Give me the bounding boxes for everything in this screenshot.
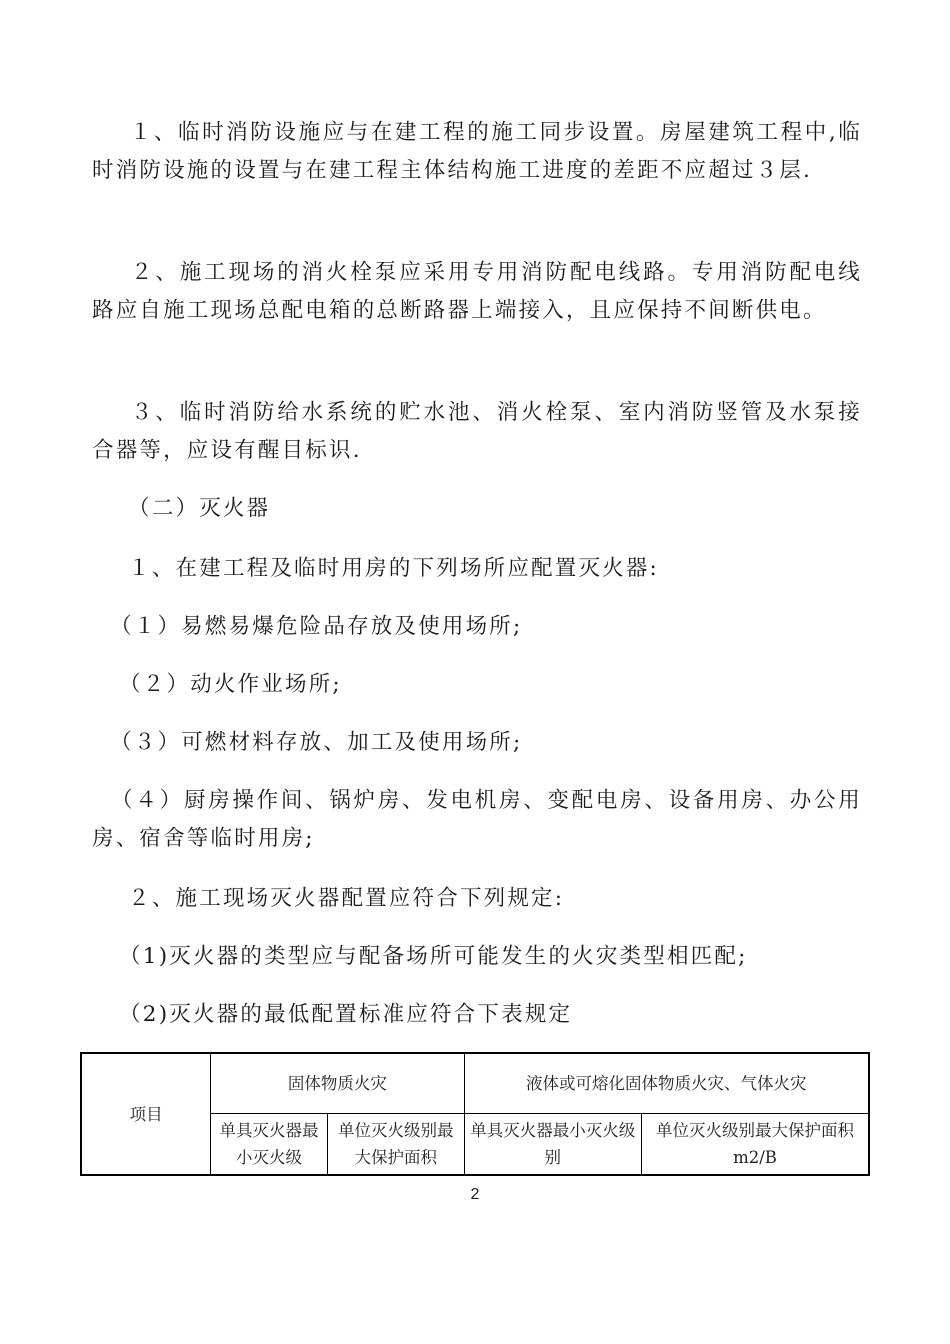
list-item-4: （４）厨房操作间、锅炉房、发电机房、变配电房、设备用房、办公用房、宿舍等临时用房; xyxy=(92,788,862,851)
table-header-max-area-solid: 单位灭火级别最大保护面积 xyxy=(327,1113,464,1175)
paragraph-2: ２、施工现场的消火栓泵应采用专用消防配电线路。专用消防配电线路应自施工现场总配电箱的总断路器上端接入，且应保持不间断供电。 xyxy=(92,260,862,323)
table-header-max-area-liquid: 单位灭火级别最大保护面积 m2/B xyxy=(642,1113,869,1175)
extinguisher-standard-table xyxy=(80,1052,870,1176)
table-header-min-rating-solid: 单具灭火器最小灭火级 xyxy=(211,1113,328,1175)
table-header-min-rating-liquid: 单具灭火器最小灭火级别 xyxy=(464,1113,642,1175)
rule-item-1: （1)灭火器的类型应与配备场所可能发生的火灾类型相匹配; xyxy=(92,944,748,969)
table-header-liquid-gas-fire: 液体或可熔化固体物质火灾、气体火灾 xyxy=(464,1053,869,1113)
list-item-2: （２）动火作业场所; xyxy=(92,672,342,697)
paragraph-1: １、临时消防设施应与在建工程的施工同步设置。房屋建筑工程中,临时消防设施的设置与在建工程主体结构施工进度的差距不应超过３层. xyxy=(92,120,862,183)
table-header-item: 项目 xyxy=(81,1053,211,1175)
paragraph-3: ３、临时消防给水系统的贮水池、消火栓泵、室内消防竖管及水泵接合器等，应设有醒目标识. xyxy=(92,400,862,463)
section-heading-extinguisher: （二）灭火器 xyxy=(92,496,271,521)
paragraph-extinguisher-2: ２、施工现场灭火器配置应符合下列规定: xyxy=(92,886,565,911)
paragraph-extinguisher-1: １、在建工程及临时用房的下列场所应配置灭火器: xyxy=(92,556,659,581)
page-number: 2 xyxy=(470,1186,480,1203)
list-item-1: （１）易燃易爆危险品存放及使用场所; xyxy=(92,614,523,639)
rule-item-2: （2)灭火器的最低配置标准应符合下表规定 xyxy=(92,1002,573,1027)
table-header-solid-fire: 固体物质火灾 xyxy=(211,1053,464,1113)
list-item-3: （３）可燃材料存放、加工及使用场所; xyxy=(92,730,523,755)
